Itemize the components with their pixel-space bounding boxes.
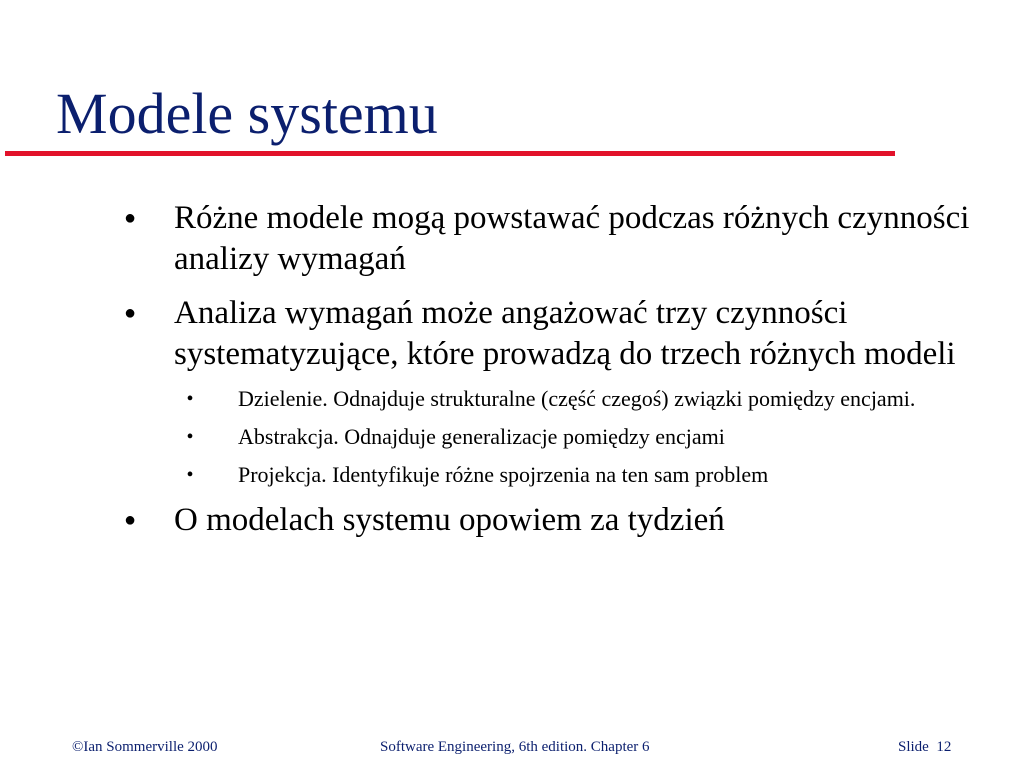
slide-content (120, 198, 1000, 554)
sub-bullet-text-3: Projekcja. Identyfikuje różne spojrzenia na ten sam problem (238, 462, 769, 487)
bullet-item-1 (120, 198, 1000, 280)
bullet-text-3: O modelach systemu opowiem za tydzień (174, 502, 725, 538)
sub-bullet-dot-icon (182, 460, 198, 490)
bullet-text-1: Różne modele mogą powstawać podczas różnych czynności analizy wymagań (174, 200, 970, 277)
bullet-dot-icon (120, 293, 140, 334)
footer-copyright: ©Ian Sommerville 2000 (72, 739, 218, 755)
footer-book-title: Software Engineering, 6th edition. Chapter 6 (380, 739, 650, 755)
sub-bullet-dot-icon (182, 422, 198, 452)
title-underline (5, 151, 895, 156)
sub-bullet-item-1 (174, 384, 1000, 414)
sub-bullet-text-2: Abstrakcja. Odnajduje generalizacje pomiędzy encjami (238, 424, 725, 449)
sub-bullet-dot-icon (182, 384, 198, 414)
slide-title: Modele systemu (56, 81, 438, 146)
bullet-dot-icon (120, 198, 140, 239)
bullet-item-3 (120, 500, 1000, 541)
sub-bullet-text-1: Dzielenie. Odnajduje strukturalne (część czegoś) związki pomiędzy encjami. (238, 386, 916, 411)
bullet-item-2 (120, 293, 1000, 375)
sub-bullet-item-2 (174, 422, 1000, 452)
bullet-text-2: Analiza wymagań może angażować trzy czynności systematyzujące, które prowadzą do trzech różnych modeli (174, 295, 956, 372)
slide-number: 12 (936, 739, 952, 755)
footer-slide-number (898, 738, 951, 756)
sub-bullet-item-3 (174, 460, 1000, 490)
slide-label: Slide (898, 739, 929, 755)
bullet-dot-icon (120, 500, 140, 541)
sub-bullet-list (174, 384, 1000, 490)
